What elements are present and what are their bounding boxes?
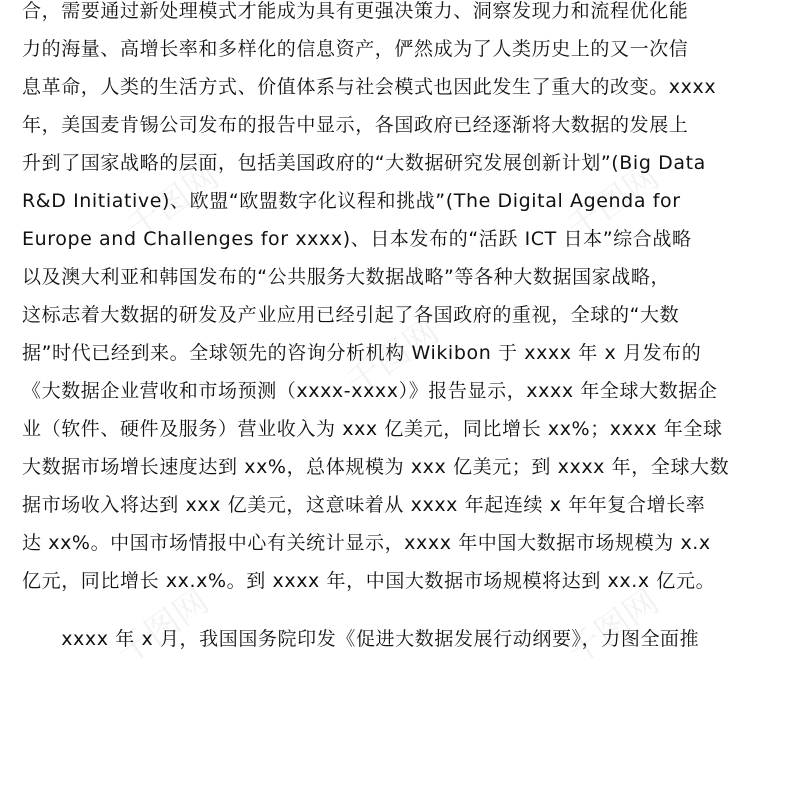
watermark: 千图网: [109, 581, 217, 674]
body-text-line: 业（软件、硬件及服务）营业收入为 xxx 亿美元，同比增长 xx%；xxxx 年全球: [22, 418, 723, 440]
body-text-line: 合，需要通过新处理模式才能成为具有更强决策力、洞察发现力和流程优化能: [22, 0, 689, 22]
watermark: 千图网: [559, 156, 667, 249]
body-text-line: R&D Initiative)、欧盟“欧盟数字化议程和挑战”(The Digital Agenda for: [22, 190, 681, 212]
body-text-line: 力的海量、高增长率和多样化的信息资产，俨然成为了人类历史上的又一次信: [22, 38, 689, 60]
body-text-line: 年，美国麦肯锡公司发布的报告中显示，各国政府已经逐渐将大数据的发展上: [22, 114, 689, 136]
watermark: 千图网: [559, 581, 667, 674]
body-text-line: 息革命，人类的生活方式、价值体系与社会模式也因此发生了重大的改变。xxxx: [22, 76, 717, 98]
body-text-line: 据”时代已经到来。全球领先的咨询分析机构 Wikibon 于 xxxx 年 x 月发布的: [22, 342, 702, 364]
body-text-line: 升到了国家战略的层面，包括美国政府的“大数据研究发展创新计划”(Big Data: [22, 152, 706, 174]
body-text-line: xxxx 年 x 月，我国国务院印发《促进大数据发展行动纲要》，力图全面推: [22, 628, 700, 650]
watermark: 千图网: [119, 156, 227, 249]
body-text-line: 以及澳大利亚和韩国发布的“公共服务大数据战略”等各种大数据国家战略，: [22, 266, 671, 288]
body-text-line: 达 xx%。中国市场情报中心有关统计显示，xxxx 年中国大数据市场规模为 x.x: [22, 532, 711, 554]
watermark: 千图网: [339, 311, 447, 404]
body-text-line: 这标志着大数据的研发及产业应用已经引起了各国政府的重视，全球的“大数: [22, 304, 680, 326]
body-text-line: 据市场收入将达到 xxx 亿美元，这意味着从 xxxx 年起连续 x 年年复合增长率: [22, 494, 706, 516]
body-text-line: 亿元，同比增长 xx.x%。到 xxxx 年，中国大数据市场规模将达到 xx.x 亿元。: [22, 570, 716, 592]
body-text-line: 大数据市场增长速度达到 xx%，总体规模为 xxx 亿美元；到 xxxx 年，全球大数: [22, 456, 730, 478]
body-text-line: Europe and Challenges for xxxx)、日本发布的“活跃 ICT 日本”综合战略: [22, 228, 692, 250]
body-text-line: 《大数据企业营收和市场预测（xxxx-xxxx）》报告显示，xxxx 年全球大数据企: [22, 380, 718, 402]
